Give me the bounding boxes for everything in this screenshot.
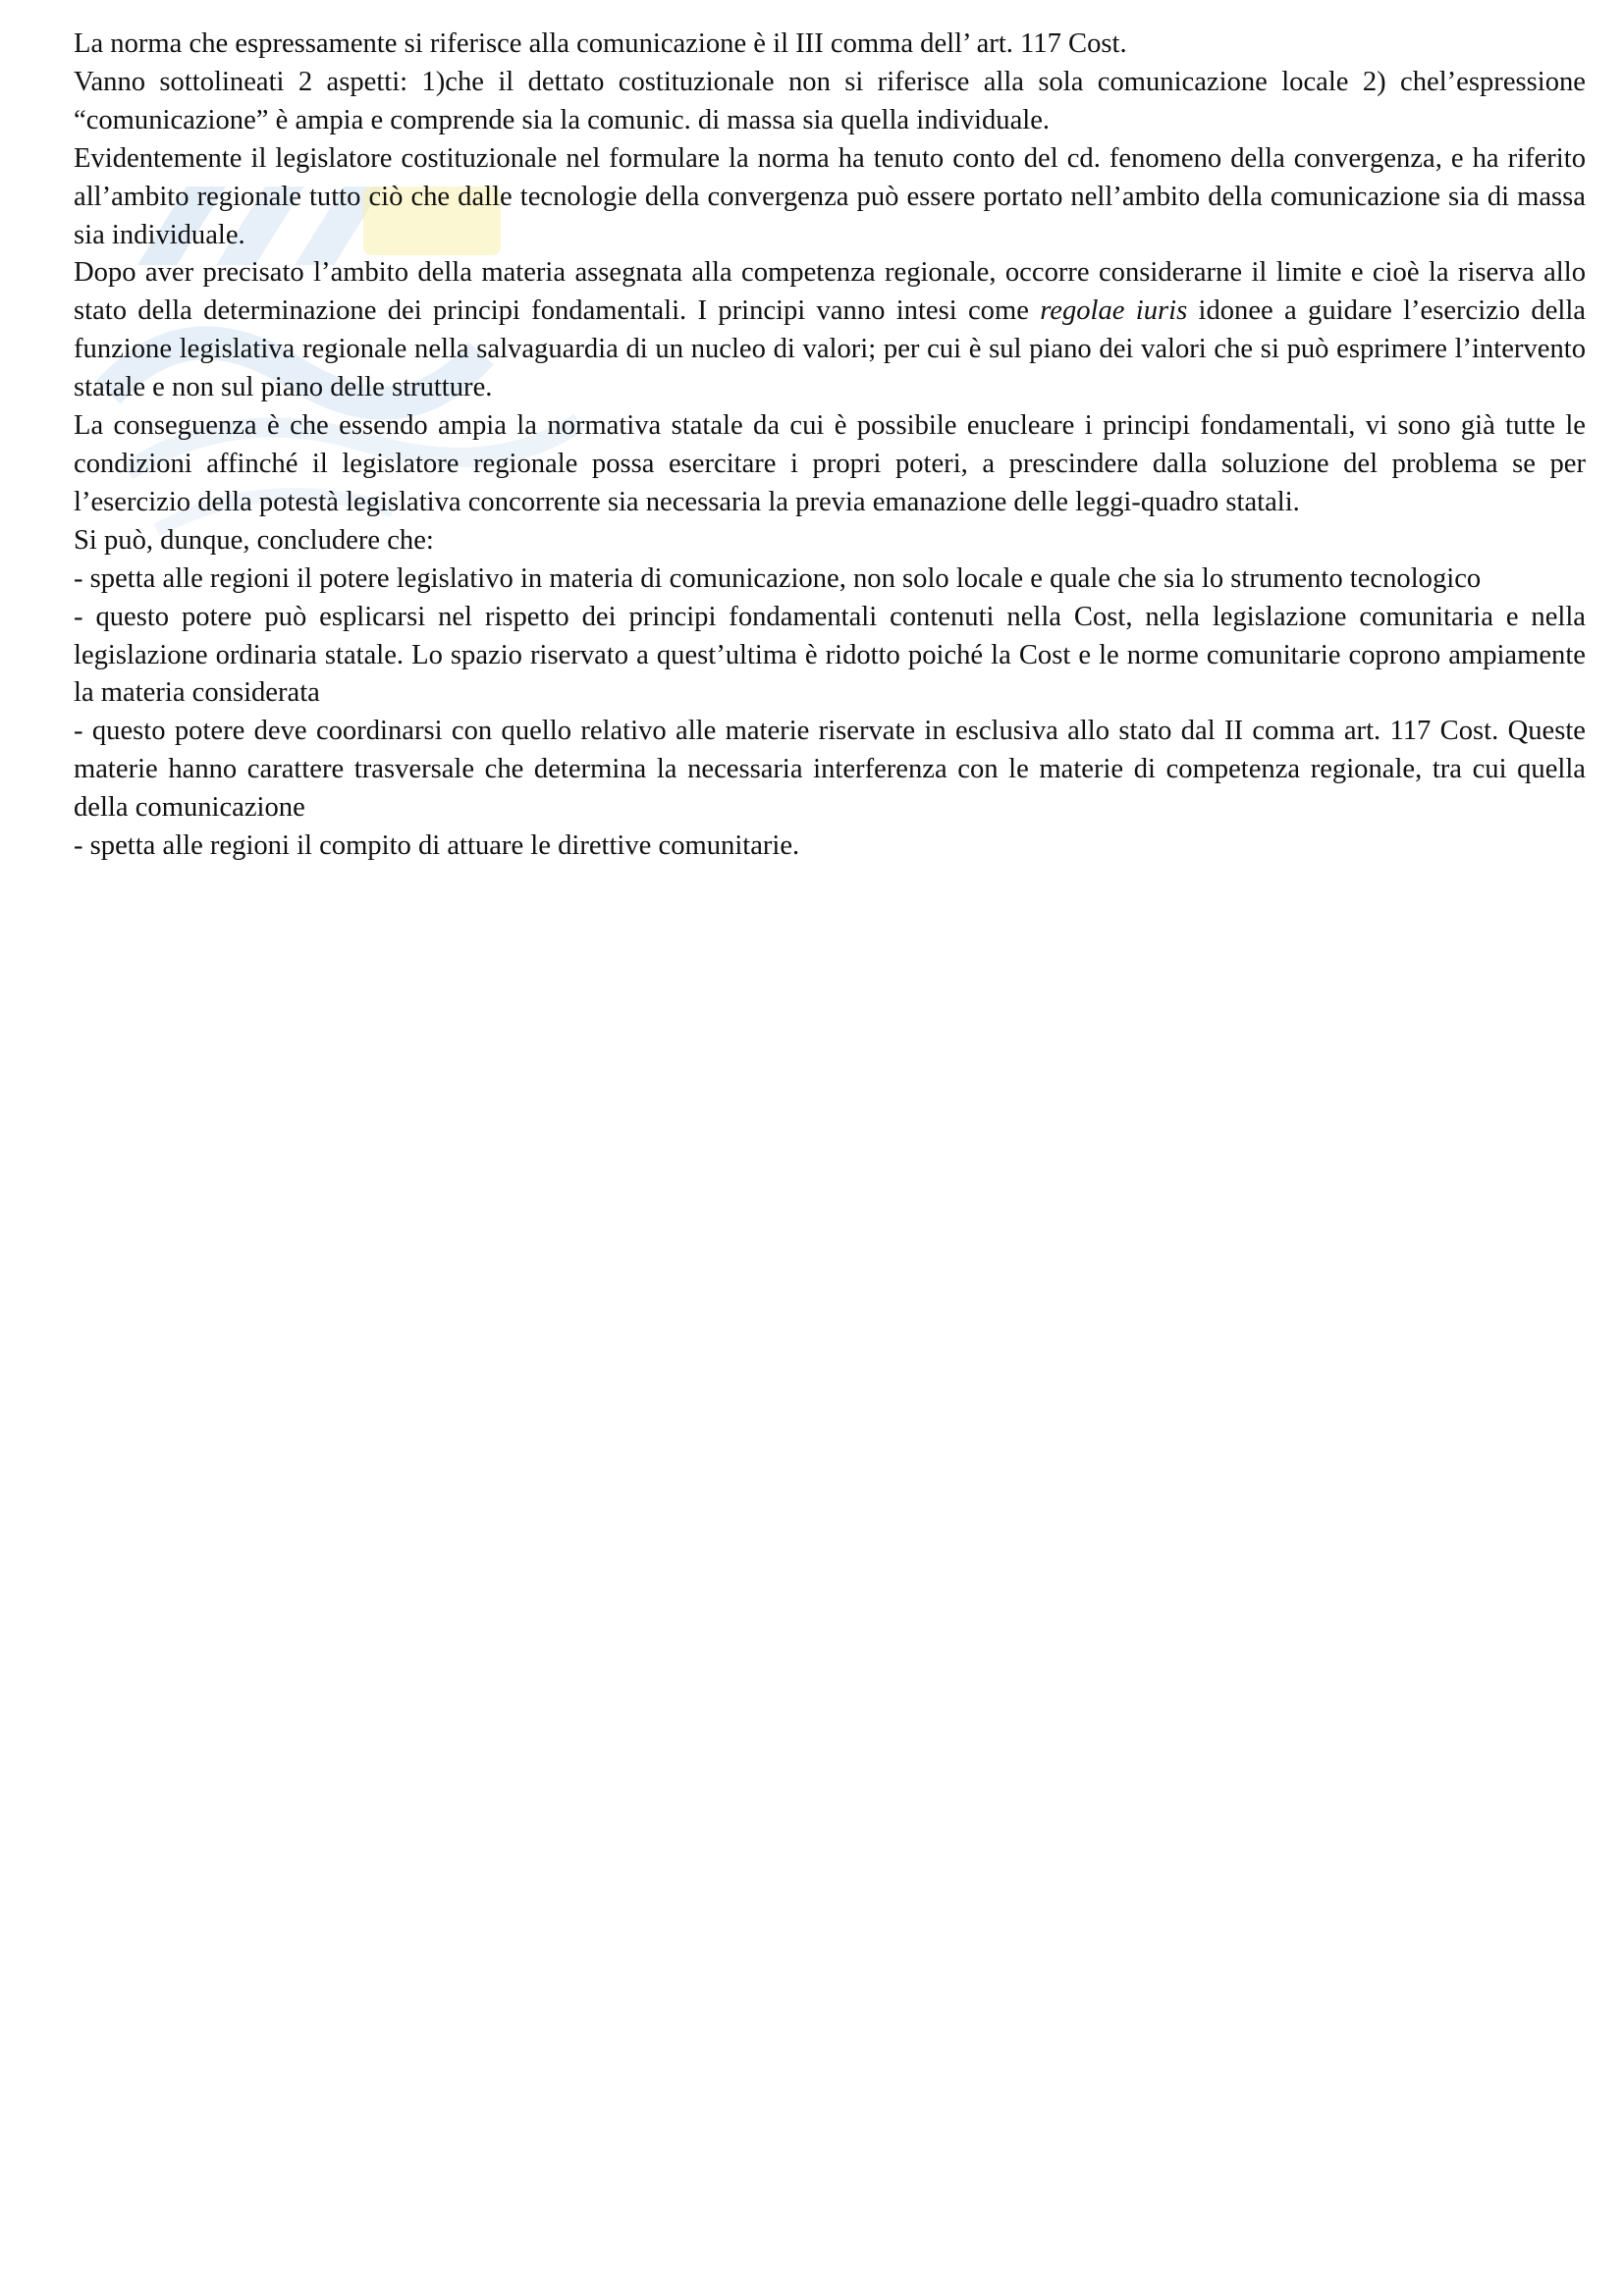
paragraph-convergence: Evidentemente il legislatore costituzionale nel formulare la norma ha tenuto conto del cd. fenomeno della convergenza, e ha riferito all’ambito regionale tutto ciò che dalle tecnologie della convergenza può essere portato nell’ambito della comunicazione sia di massa sia individuale.: [74, 142, 1586, 250]
principles-text-end: idonee a guidare l’esercizio della funzione legislativa regionale nella salvaguardia di un nucleo di valori; per cui è sul piano dei valori che si può esprimere l’intervento statale e non sul piano delle strutture.: [74, 295, 1586, 403]
conclusion-bullet: - spetta alle regioni il compito di attuare le direttive comunitarie.: [74, 830, 800, 862]
conclusion-bullet: - spetta alle regioni il potere legislativo in materia di comunicazione, non solo locale e quale che sia lo strumento tecnologico: [74, 562, 1482, 594]
document-body: [74, 26, 1586, 866]
paragraph-consequence: La conseguenza è che essendo ampia la normativa statale da cui è possibile enucleare i principi fondamentali, vi sono già tutte le condizioni affinché il legislatore regionale possa esercitare i propri poteri, a prescindere dalla soluzione del problema se per l’esercizio della potestà legislativa concorrente sia necessaria la previa emanazione delle leggi-quadro statali.: [74, 410, 1586, 517]
conclusion-bullet: - questo potere deve coordinarsi con quello relativo alle materie riservate in esclusiva allo stato dal II comma art. 117 Cost. Queste materie hanno carattere trasversale che determina la necessaria interferenza con le materie di competenza regionale, tra cui quella della comunicazione: [74, 716, 1586, 824]
paragraph-aspects: Vanno sottolineati 2 aspetti: 1)che il dettato costituzionale non si riferisce alla sola comunicazione locale 2) chel’espressione “comunicazione” è ampia e comprende sia la comunic. di massa sia quella individuale.: [74, 66, 1586, 135]
conclusion-intro: Si può, dunque, concludere che:: [74, 524, 434, 556]
principles-text-start: Dopo aver precisato l’ambito della materia assegnata alla competenza regionale, occorre considerarne il limite e cioè la riserva allo stato della determinazione dei principi fondamentali. I principi vanno intesi come: [74, 257, 1586, 327]
paragraph-intro: La norma che espressamente si riferisce alla comunicazione è il III comma dell’ art. 117 Cost.: [74, 28, 1127, 59]
conclusion-bullet: - questo potere può esplicarsi nel rispetto dei principi fondamentali contenuti nella Cost, nella legislazione comunitaria e nella legislazione ordinaria statale. Lo spazio riservato a quest’ultima è ridotto poiché la Cost e le norme comunitarie coprono ampiamente la materia considerata: [74, 601, 1586, 709]
paragraph-principles: [74, 254, 1586, 407]
principles-italic-term: regolae iuris: [1040, 295, 1188, 327]
